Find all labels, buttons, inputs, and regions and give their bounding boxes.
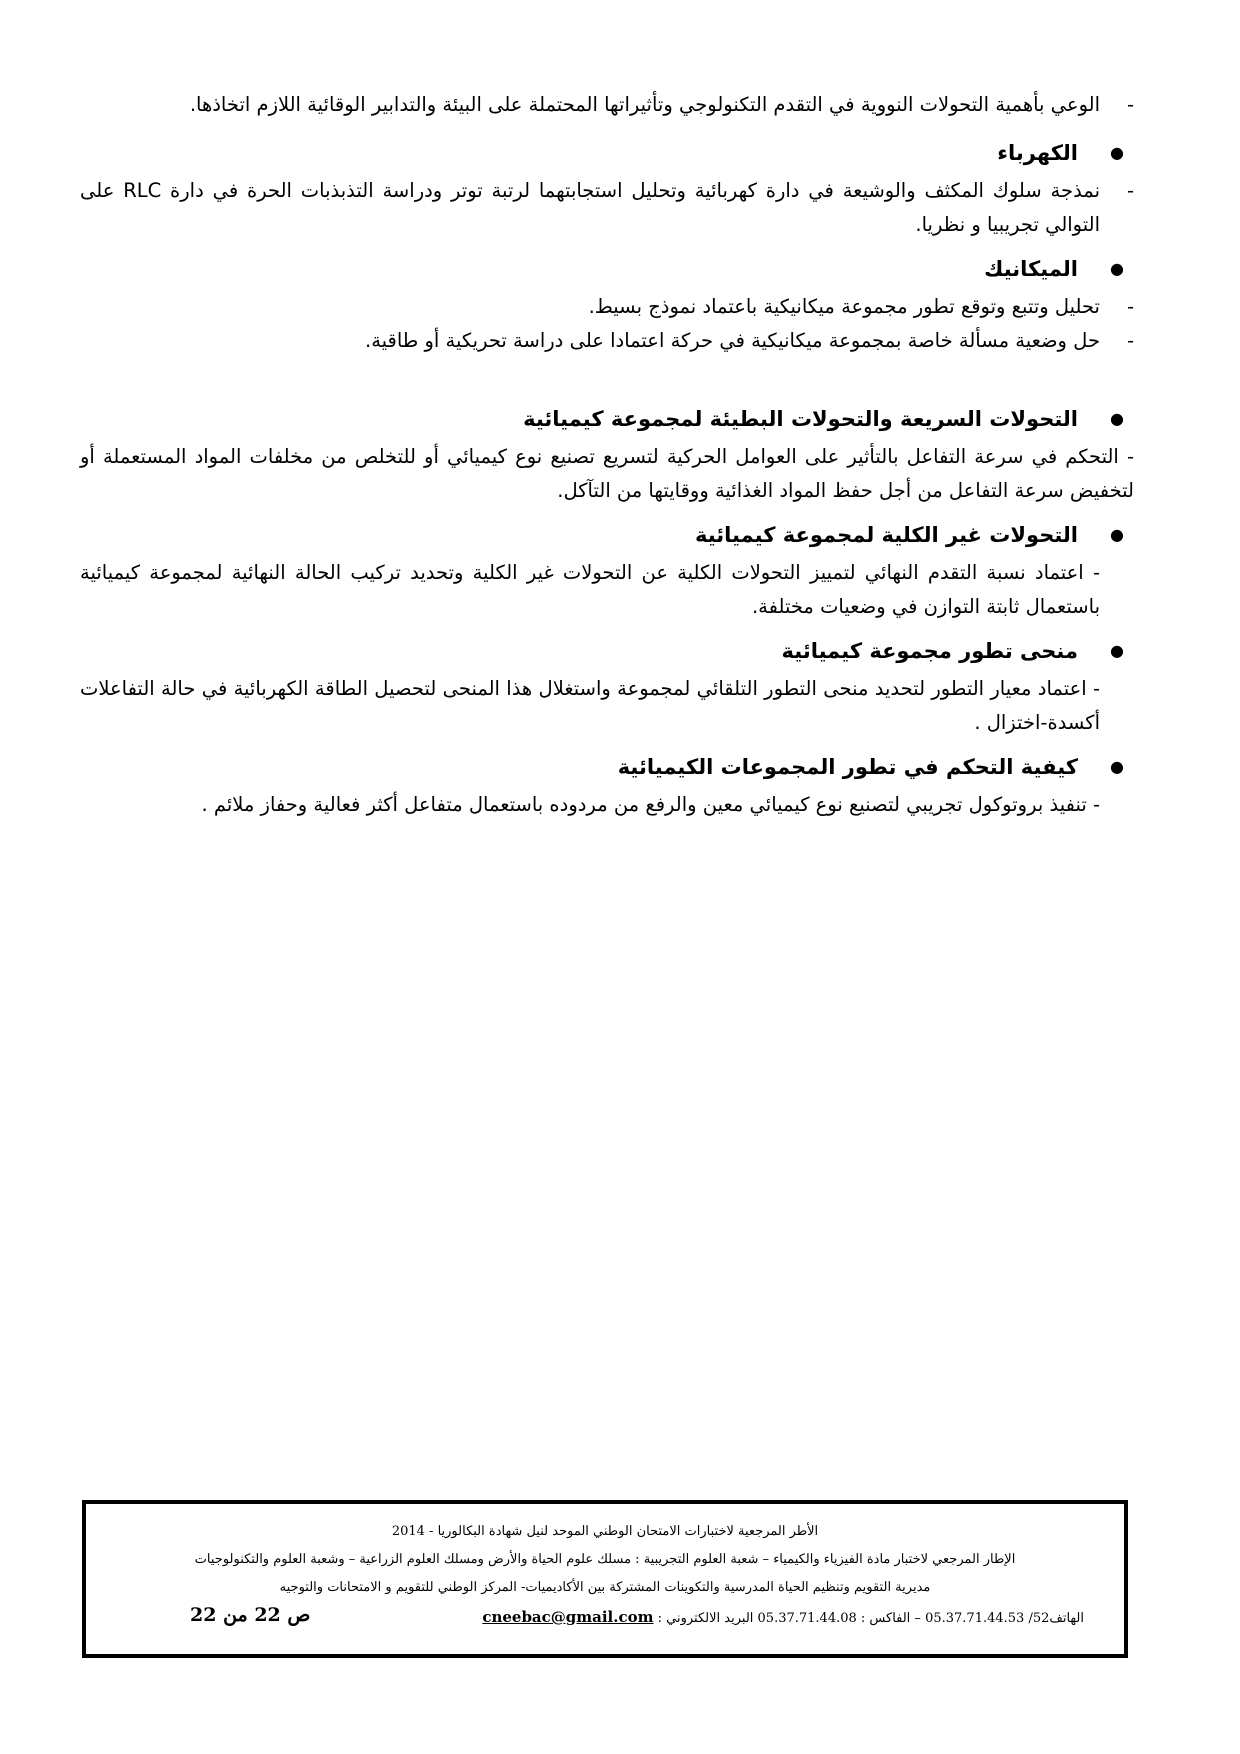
- section-heading-mechanics: [80, 252, 1134, 286]
- document-body: [80, 88, 1134, 822]
- intro-text: الوعي بأهمية التحولات النووية في التقدم التكنولوجي وتأثيراتها المحتملة على البيئة والتدابير الوقائية اللازم اتخاذها.: [189, 93, 1100, 116]
- page-number: ص 22 من 22: [190, 1604, 311, 1626]
- section-heading-non-total: [80, 518, 1134, 552]
- bullet-icon: ●: [1110, 525, 1124, 544]
- section-title: التحولات غير الكلية لمجموعة كيميائية: [694, 523, 1078, 547]
- intro-item: [80, 88, 1134, 122]
- section-heading-fast-slow: [80, 402, 1134, 436]
- mechanics-text-2: حل وضعية مسألة خاصة بمجموعة ميكانيكية في حركة اعتمادا على دراسة تحريكية أو طاقية.: [365, 329, 1100, 352]
- email-link[interactable]: cneebac@gmail.com: [482, 1608, 654, 1626]
- contact-text: الهاتف52/ 05.37.71.44.53 – الفاكس : 05.37.71.44.08 البريد الالكتروني :: [657, 1611, 1084, 1626]
- footer-line-3: مديرية التقويم وتنظيم الحياة المدرسية والتكوينات المشتركة بين الأكاديميات- المركز الوطني للتقويم و الامتحانات والتوجيه: [279, 1580, 931, 1595]
- bullet-icon: ●: [1110, 259, 1124, 278]
- mechanics-item-1: [80, 290, 1134, 324]
- footer-line-2: الإطار المرجعي لاختبار مادة الفيزياء والكيمياء – شعبة العلوم التجريبية : مسلك علوم الحياة والأرض ومسلك العلوم الزراعية – وشعبة العلوم والتكنولوجيات: [194, 1552, 1016, 1567]
- bullet-icon: ●: [1110, 409, 1124, 428]
- section-title: منحى تطور مجموعة كيميائية: [781, 639, 1078, 663]
- section-title: الكهرباء: [997, 141, 1078, 165]
- fast-slow-text: - التحكم في سرعة التفاعل بالتأثير على العوامل الحركية لتسريع تصنيع نوع كيميائي أو للتخلص من مخلفات المواد المستعملة أو لتخفيض سرعة التفاعل من أجل حفظ المواد الغذائية ووقايتها من التآكل.: [80, 445, 1134, 502]
- section-heading-evolution: [80, 634, 1134, 668]
- dash-mark: -: [1126, 329, 1134, 352]
- bullet-icon: ●: [1110, 641, 1124, 660]
- evolution-text: - اعتماد معيار التطور لتحديد منحى التطور التلقائي لمجموعة واستغلال هذا المنحى لتحصيل الطاقة الكهربائية في حالة التفاعلات أكسدة-اختزال .: [80, 677, 1100, 734]
- mechanics-item-2: [80, 324, 1134, 358]
- section-title: الميكانيك: [984, 257, 1078, 281]
- electricity-text: نمذجة سلوك المكثف والوشيعة في دارة كهربائية وتحليل استجابتهما لرتبة توتر ودراسة التذبذبات الحرة في دارة RLC على التوالي تجريبيا و نظريا.: [80, 179, 1100, 236]
- footer-line-1: الأطر المرجعية لاختبارات الامتحان الوطني الموحد لنيل شهادة البكالوريا - 2014: [391, 1524, 819, 1539]
- section-heading-control: [80, 750, 1134, 784]
- dash-mark: -: [1126, 93, 1134, 116]
- bullet-icon: ●: [1110, 757, 1124, 776]
- page-footer: [82, 1500, 1128, 1658]
- control-text: - تنفيذ بروتوكول تجريبي لتصنيع نوع كيميائي معين والرفع من مردوده باستعمال متفاعل أكثر فعالية وحفاز ملائم .: [201, 793, 1100, 816]
- dash-mark: -: [1126, 295, 1134, 318]
- mechanics-text-1: تحليل وتتبع وتوقع تطور مجموعة ميكانيكية باعتماد نموذج بسيط.: [588, 295, 1100, 318]
- dash-mark: -: [1126, 179, 1134, 202]
- non-total-text: - اعتماد نسبة التقدم النهائي لتمييز التحولات الكلية عن التحولات غير الكلية وتحديد تركيب الحالة النهائية لمجموعة كيميائية باستعمال ثابتة التوازن في وضعيات مختلفة.: [80, 561, 1100, 618]
- section-title: كيفية التحكم في تطور المجموعات الكيميائية: [617, 755, 1078, 779]
- section-heading-electricity: [80, 136, 1134, 170]
- electricity-item: [80, 174, 1134, 242]
- spacer: [80, 358, 1134, 392]
- bullet-icon: ●: [1110, 143, 1124, 162]
- section-title: التحولات السريعة والتحولات البطيئة لمجموعة كيميائية: [523, 407, 1078, 431]
